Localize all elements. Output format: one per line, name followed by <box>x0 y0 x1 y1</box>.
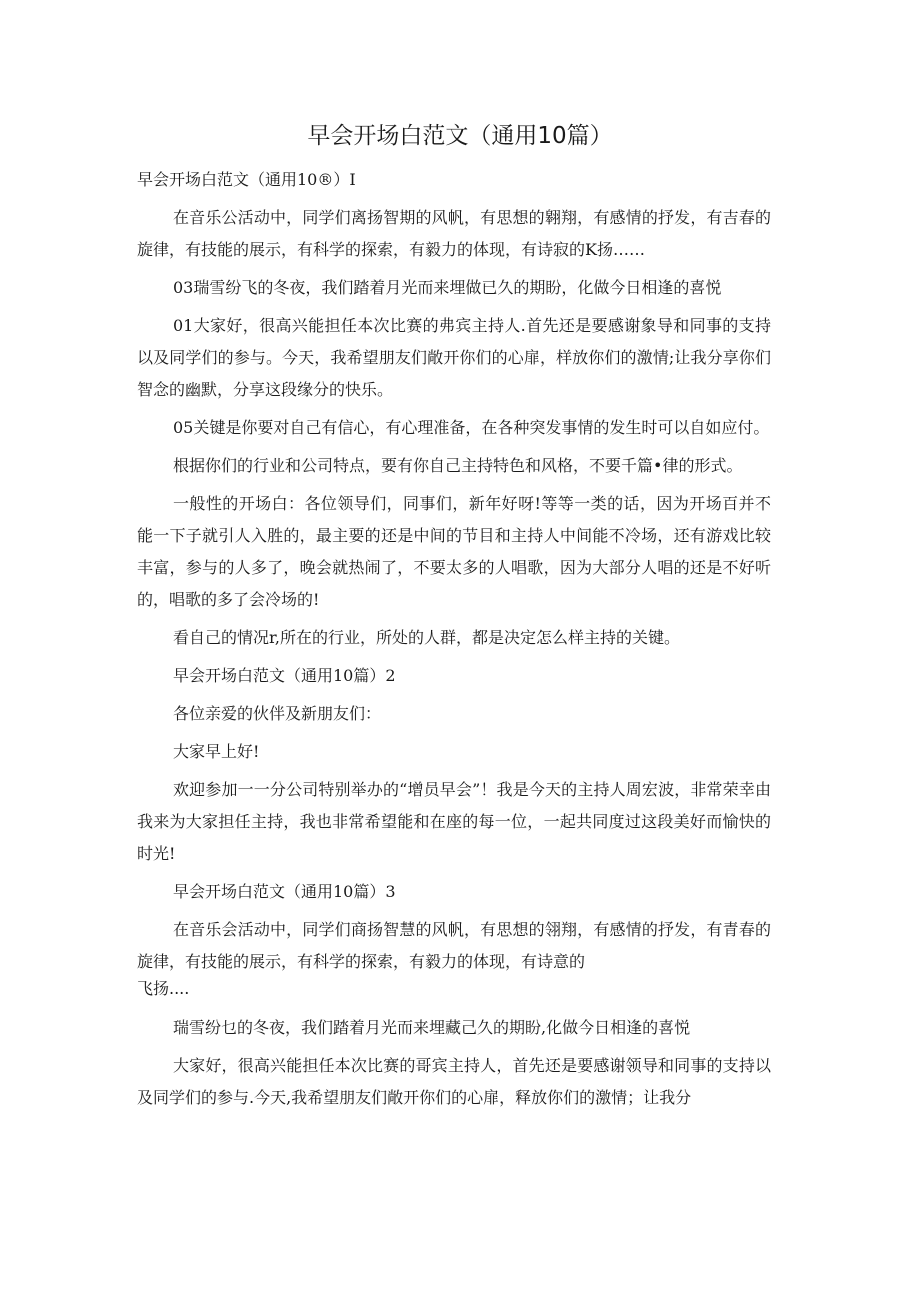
paragraph: 瑞雪纷乜的冬夜，我们踏着月光而来埋藏己久的期盼,化做今日相逢的喜悦 <box>173 1018 691 1037</box>
paragraph: 根据你们的行业和公司特点，要有你自己主持特色和风格，不要千篇•律的形式。 <box>173 456 743 475</box>
paragraph: 在音乐公活动中，同学们离扬智期的风帆，有思想的翱翔，有感情的抒发，有吉春的旋律，有技能的展示，有科学的探索，有毅力的体现，有诗寂的K扬…… <box>137 208 771 259</box>
section-heading-2: 早会开场白范文（通用10篇）2 <box>173 666 396 685</box>
section-heading-1: 早会开场白范文（通用10®）I <box>137 170 356 189</box>
paragraph: 欢迎参加一一分公司特别举办的“增员早会”！我是今天的主持人周宏波，非常荣幸由我来为大家担任主持，我也非常希望能和在座的每一位，一起共同度过这段美好而愉快的时光! <box>137 780 771 863</box>
paragraph: 在音乐会活动中，同学们商扬智慧的风帆，有思想的翎翔，有感情的抒发，有青春的旋律，有技能的展示，有科学的探索，有毅力的体现，有诗意的 <box>137 920 771 971</box>
paragraph: 看自己的情况r,所在的行业，所处的人群，都是决定怎么样主持的关键。 <box>173 628 680 647</box>
paragraph: 01大家好，很高兴能担任本次比赛的弗宾主持人.首先还是要感谢象导和同事的支持以及同学们的参与。今天，我希望朋友们敞开你们的心扉，样放你们的激情;让我分享你们智念的幽默，分享这段缘分的快乐。 <box>137 316 771 399</box>
document-title: 早会开场白范文（通用10篇） <box>307 123 613 149</box>
document-body <box>137 164 771 1120</box>
paragraph: 一般性的开场白：各位领导们，同事们，新年好呀!等等一类的话，因为开场百并不能一下子就引人入胜的，最主要的还是中间的节目和主持人中间能不冷场，还有游戏比较丰富，参与的人多了，晚会就热闹了，不要太多的人唱歌，因为大部分人唱的还是不好听的，唱歌的多了会冷场的! <box>137 494 771 609</box>
section-heading-3: 早会开场白范文（通用10篇）3 <box>173 882 396 901</box>
paragraph: 03瑞雪纷飞的冬夜，我们踏着月光而来埋做已久的期盼，化做今日相逢的喜悦 <box>173 278 722 297</box>
paragraph: 各位亲爱的伙伴及新朋友们： <box>173 704 382 723</box>
paragraph-continuation: 飞扬.... <box>137 979 190 998</box>
paragraph: 大家好，很高兴能担任本次比赛的哥宾主持人，首先还是要感谢领导和同事的支持以及同学们的参与.今天,我希望朋友们敞开你们的心扉，释放你们的激情；让我分 <box>137 1056 771 1107</box>
paragraph: 大家早上好! <box>173 742 260 761</box>
paragraph: 05关键是你要对自己有信心，有心理准备，在各种突发事情的发生时可以自如应付。 <box>173 418 770 437</box>
